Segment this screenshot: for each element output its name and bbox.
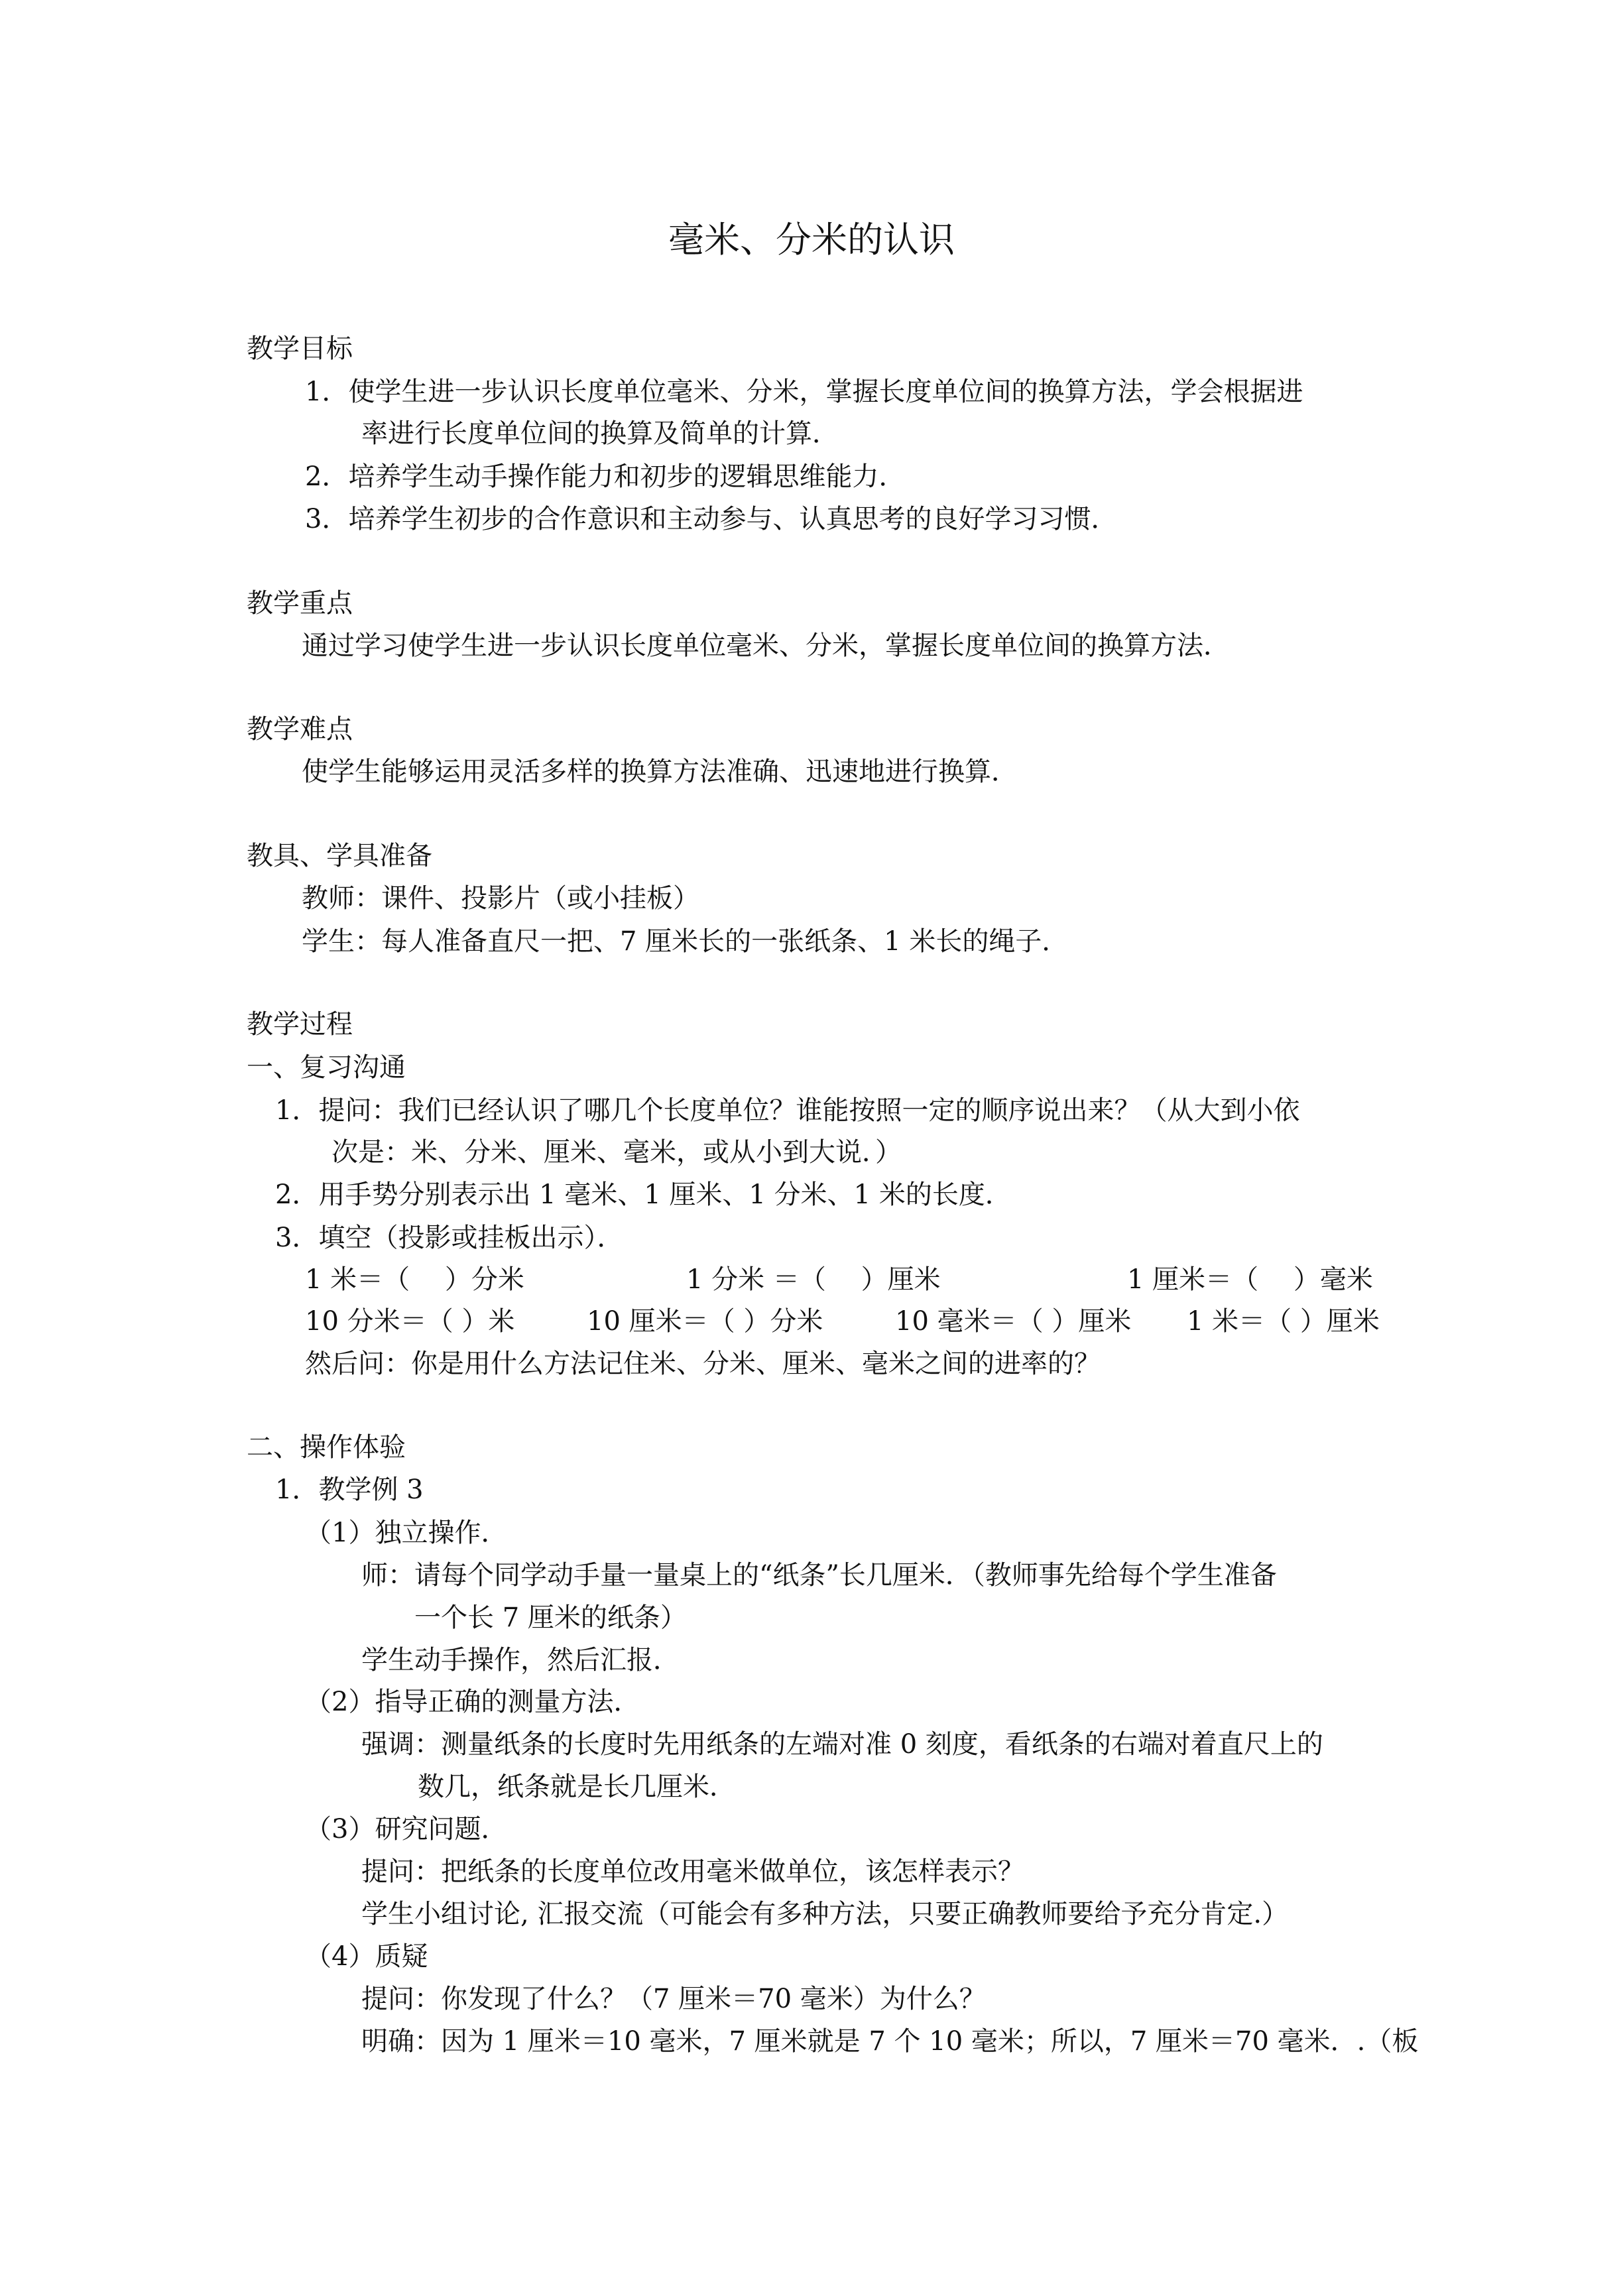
fill-blank-2-1: 10 分米＝（ ）米 <box>305 1306 515 1337</box>
operate-step-2: （2）指导正确的测量方法． <box>305 1687 640 1717</box>
objective-1-line-1: 1．使学生进一步认识长度单位毫米、分米，掌握长度单位间的换算方法，学会根据进 <box>305 377 1303 407</box>
fill-blank-2-4: 1 米＝（ ）厘米 <box>1187 1306 1380 1337</box>
operate-step-2-line-2: 数几，纸条就是长几厘米． <box>418 1772 736 1802</box>
review-q3: 3．填空（投影或挂板出示）． <box>275 1223 624 1253</box>
materials-student: 学生：每人准备直尺一把、7 厘米长的一张纸条、1 米长的绳子． <box>302 926 1069 957</box>
review-q2: 2．用手势分别表示出 1 毫米、1 厘米、1 分米、1 米的长度． <box>275 1179 1012 1210</box>
operate-step-3-discussion: 学生小组讨论, 汇报交流（可能会有多种方法，只要正确教师要给予充分肯定.） <box>361 1899 1289 1929</box>
fill-blank-2-3: 10 毫米＝（ ）厘米 <box>895 1306 1132 1337</box>
fill-blank-1-2: 1 分米 ＝（ ）厘米 <box>686 1264 941 1295</box>
materials-heading: 教具、学具准备 <box>247 841 432 871</box>
fill-blank-1-3: 1 厘米＝（ ）毫米 <box>1127 1264 1373 1295</box>
operate-step-1-students: 学生动手操作，然后汇报． <box>361 1645 680 1675</box>
review-q1-line-1: 1．提问：我们已经认识了哪几个长度单位？谁能按照一定的顺序说出来？（从大到小依 <box>275 1095 1300 1126</box>
operate-step-4: （4）质疑 <box>305 1941 428 1972</box>
page-title: 毫米、分米的认识 <box>668 219 955 261</box>
operate-step-3: （3）研究问题． <box>305 1814 508 1844</box>
objective-3: 3．培养学生初步的合作意识和主动参与、认真思考的良好学习习惯． <box>305 504 1118 534</box>
operate-example: 1．教学例 3 <box>275 1475 424 1505</box>
objectives-heading: 教学目标 <box>247 333 353 364</box>
operate-step-1-teacher-line-2: 一个长 7 厘米的纸条） <box>414 1602 687 1633</box>
review-heading: 一、复习沟通 <box>247 1052 406 1083</box>
review-then-ask: 然后问：你是用什么方法记住米、分米、厘米、毫米之间的进率的？ <box>305 1349 1101 1379</box>
fill-blank-1-1: 1 米＝（ ）分米 <box>305 1264 524 1295</box>
review-q1-line-2: 次是：米、分米、厘米、毫米，或从小到大说．） <box>331 1137 902 1168</box>
difficulties-heading: 教学难点 <box>247 714 353 745</box>
key-points-heading: 教学重点 <box>247 588 353 619</box>
difficulties-text: 使学生能够运用灵活多样的换算方法准确、迅速地进行换算． <box>302 756 1018 787</box>
operate-step-4-answer: 明确：因为 1 厘米＝10 毫米，7 厘米就是 7 个 10 毫米；所以，7 厘米＝70 毫米．.（板 <box>361 2026 1419 2057</box>
objective-1-line-2: 率进行长度单位间的换算及简单的计算． <box>361 418 839 449</box>
operate-step-4-question: 提问：你发现了什么？（7 厘米＝70 毫米）为什么？ <box>361 1984 986 2014</box>
key-points-text: 通过学习使学生进一步认识长度单位毫米、分米，掌握长度单位间的换算方法． <box>302 631 1230 661</box>
objective-2: 2．培养学生动手操作能力和初步的逻辑思维能力． <box>305 461 906 492</box>
fill-blank-2-2: 10 厘米＝（ ）分米 <box>587 1306 823 1337</box>
operate-step-3-question: 提问：把纸条的长度单位改用毫米做单位，该怎样表示？ <box>361 1856 1024 1887</box>
operate-step-1-teacher-line-1: 师：请每个同学动手量一量桌上的“纸条”长几厘米．（教师事先给每个学生准备 <box>361 1560 1277 1591</box>
process-heading: 教学过程 <box>247 1009 353 1040</box>
materials-teacher: 教师：课件、投影片（或小挂板） <box>302 883 699 914</box>
operate-heading: 二、操作体验 <box>247 1432 406 1463</box>
operate-step-1: （1）独立操作． <box>305 1518 508 1548</box>
operate-step-2-line-1: 强调：测量纸条的长度时先用纸条的左端对准 0 刻度，看纸条的右端对着直尺上的 <box>361 1729 1323 1760</box>
